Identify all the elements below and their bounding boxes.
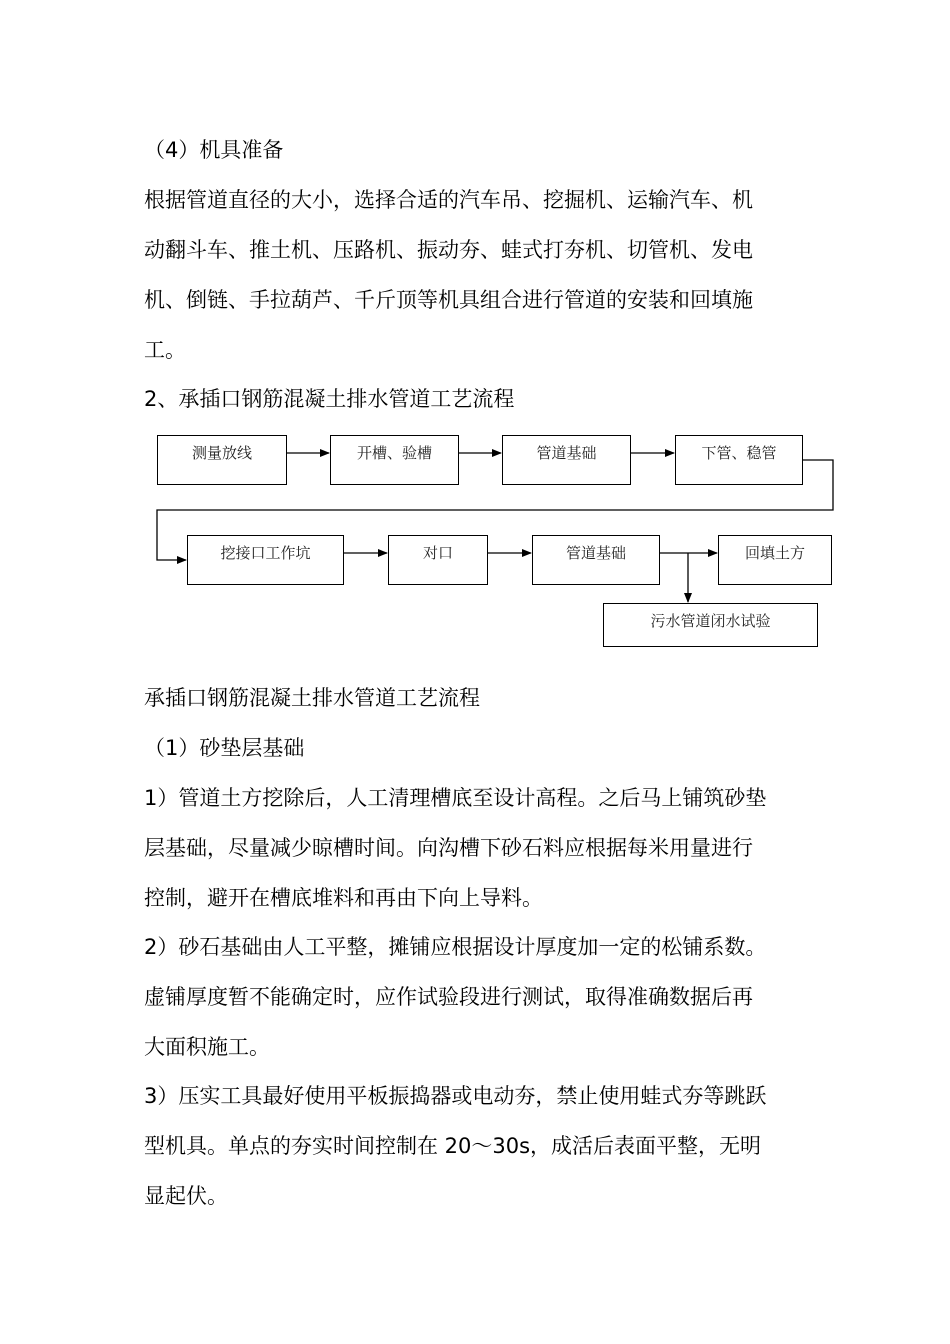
flow-node-lay-pipe: 下管、稳管 [675, 435, 803, 485]
item-1-line-2: 层基础，尽量减少晾槽时间。向沟槽下砂石料应根据每米用量进行 [144, 836, 753, 860]
flow-node-joint-pit: 挖接口工作坑 [187, 535, 344, 585]
item-3-line-1: 3）压实工具最好使用平板振捣器或电动夯，禁止使用蛙式夯等跳跃 [144, 1084, 767, 1108]
section-4-para-line-3: 机、倒链、手拉葫芦、千斤顶等机具组合进行管道的安装和回填施 [144, 288, 753, 312]
item-2-line-2: 虚铺厚度暂不能确定时，应作试验段进行测试，取得准确数据后再 [144, 985, 753, 1009]
section-4-para-line-1: 根据管道直径的大小，选择合适的汽车吊、挖掘机、运输汽车、机 [144, 188, 753, 212]
item-2-line-1: 2）砂石基础由人工平整，摊铺应根据设计厚度加一定的松铺系数。 [144, 935, 767, 959]
item-2-line-3: 大面积施工。 [144, 1035, 270, 1059]
item-1-line-1: 1）管道土方挖除后，人工清理槽底至设计高程。之后马上铺筑砂垫 [144, 786, 767, 810]
flow-node-backfill: 回填土方 [718, 535, 832, 585]
section-4-heading: （4）机具准备 [144, 138, 284, 162]
flow-node-foundation-2: 管道基础 [532, 535, 660, 585]
item-1-line-3: 控制，避开在槽底堆料和再由下向上导料。 [144, 886, 543, 910]
subsection-1-heading: （1）砂垫层基础 [144, 736, 305, 760]
section-2-heading: 2、承插口钢筋混凝土排水管道工艺流程 [144, 387, 515, 411]
item-3-line-3: 显起伏。 [144, 1184, 228, 1208]
flow-node-survey: 测量放线 [157, 435, 287, 485]
flowchart-caption: 承插口钢筋混凝土排水管道工艺流程 [144, 686, 480, 710]
section-4-para-line-4: 工。 [144, 338, 186, 362]
item-3-line-2: 型机具。单点的夯实时间控制在 20～30s，成活后表面平整，无明 [144, 1134, 762, 1158]
section-4-para-line-2: 动翻斗车、推土机、压路机、振动夯、蛙式打夯机、切管机、发电 [144, 238, 753, 262]
flow-node-foundation-1: 管道基础 [502, 435, 631, 485]
flow-node-align: 对口 [388, 535, 488, 585]
flow-node-trench: 开槽、验槽 [330, 435, 459, 485]
flow-node-closed-water-test: 污水管道闭水试验 [603, 603, 818, 647]
